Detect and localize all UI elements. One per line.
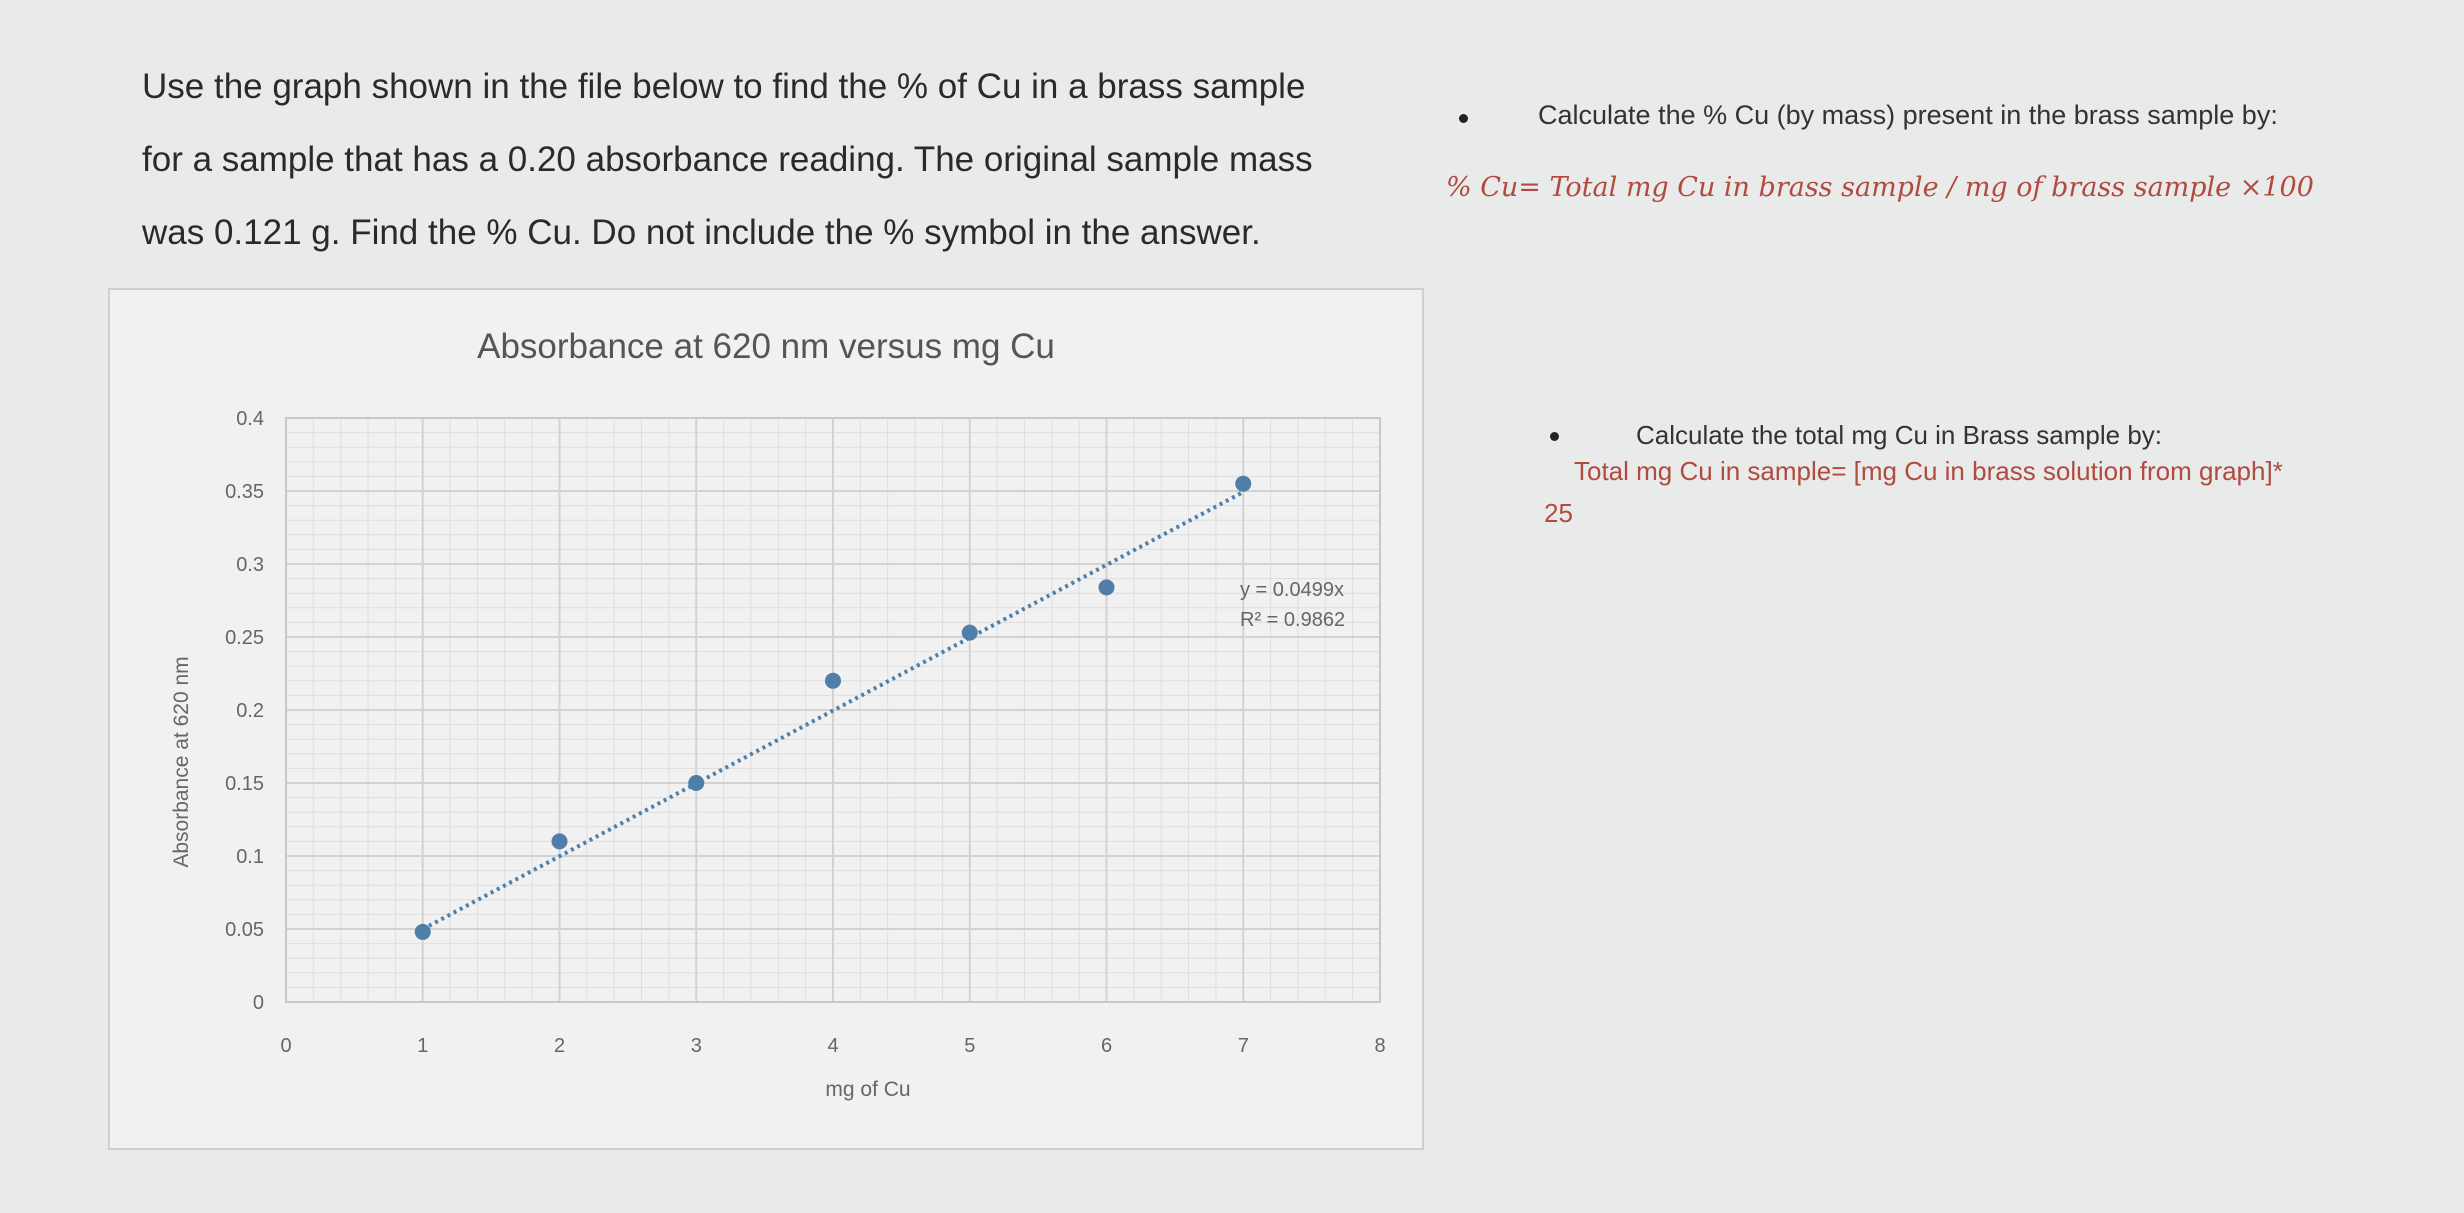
bullet-icon — [1550, 432, 1559, 441]
y-tick-label: 0.25 — [225, 627, 264, 649]
trendline-equation: y = 0.0499x — [1240, 579, 1344, 601]
x-tick-label: 3 — [690, 1035, 702, 1057]
y-axis-label: Absorbance at 620 nm — [170, 656, 193, 868]
total-cu-instruction: Calculate the total mg Cu in Brass sample by: — [1636, 420, 2163, 450]
y-tick-label: 0.05 — [225, 919, 264, 941]
r-squared-label: R² = 0.9862 — [1240, 609, 1346, 631]
data-point — [688, 775, 704, 791]
data-point — [552, 833, 568, 849]
total-cu-formula: Total mg Cu in sample= [mg Cu in brass solution from graph]* — [1574, 456, 2283, 486]
y-tick-label: 0 — [252, 992, 264, 1014]
percent-cu-instruction: Calculate the % Cu (by mass) present in the brass sample by: — [1538, 100, 2278, 130]
question-line-2: for a sample that has a 0.20 absorbance reading. The original sample mass — [142, 140, 1313, 179]
x-tick-label: 0 — [280, 1035, 292, 1057]
y-tick-label: 0.3 — [236, 554, 264, 576]
y-tick-label: 0.4 — [236, 408, 264, 430]
plot-grid — [286, 418, 1380, 1002]
y-tick-label: 0.2 — [236, 700, 264, 722]
percent-cu-formula: % Cu= Total mg Cu in brass sample / mg of brass sample ×100 — [1446, 172, 2314, 203]
scatter-chart — [110, 290, 1422, 1148]
x-tick-label: 4 — [827, 1035, 839, 1057]
data-point — [1235, 476, 1251, 492]
y-tick-label: 0.1 — [236, 846, 264, 868]
data-point — [1099, 579, 1115, 595]
x-tick-label: 8 — [1374, 1035, 1386, 1057]
y-tick-label: 0.35 — [225, 481, 264, 503]
question-line-3: was 0.121 g. Find the % Cu. Do not include the % symbol in the answer. — [142, 213, 1261, 252]
question-text — [142, 50, 1382, 269]
x-tick-label: 7 — [1237, 1035, 1249, 1057]
total-cu-formula-multiplier: 25 — [1544, 498, 1573, 528]
data-point — [415, 924, 431, 940]
data-point — [962, 625, 978, 641]
chart-container — [108, 288, 1424, 1150]
data-point — [825, 673, 841, 689]
x-tick-label: 1 — [417, 1035, 429, 1057]
x-tick-label: 5 — [964, 1035, 976, 1057]
chart-title: Absorbance at 620 nm versus mg Cu — [477, 327, 1055, 366]
bullet-icon — [1459, 114, 1468, 123]
question-line-1: Use the graph shown in the file below to find the % of Cu in a brass sample — [142, 67, 1306, 106]
y-tick-label: 0.15 — [225, 773, 264, 795]
x-tick-label: 2 — [553, 1035, 566, 1057]
x-tick-label: 6 — [1100, 1035, 1113, 1057]
x-axis-label: mg of Cu — [825, 1078, 911, 1101]
